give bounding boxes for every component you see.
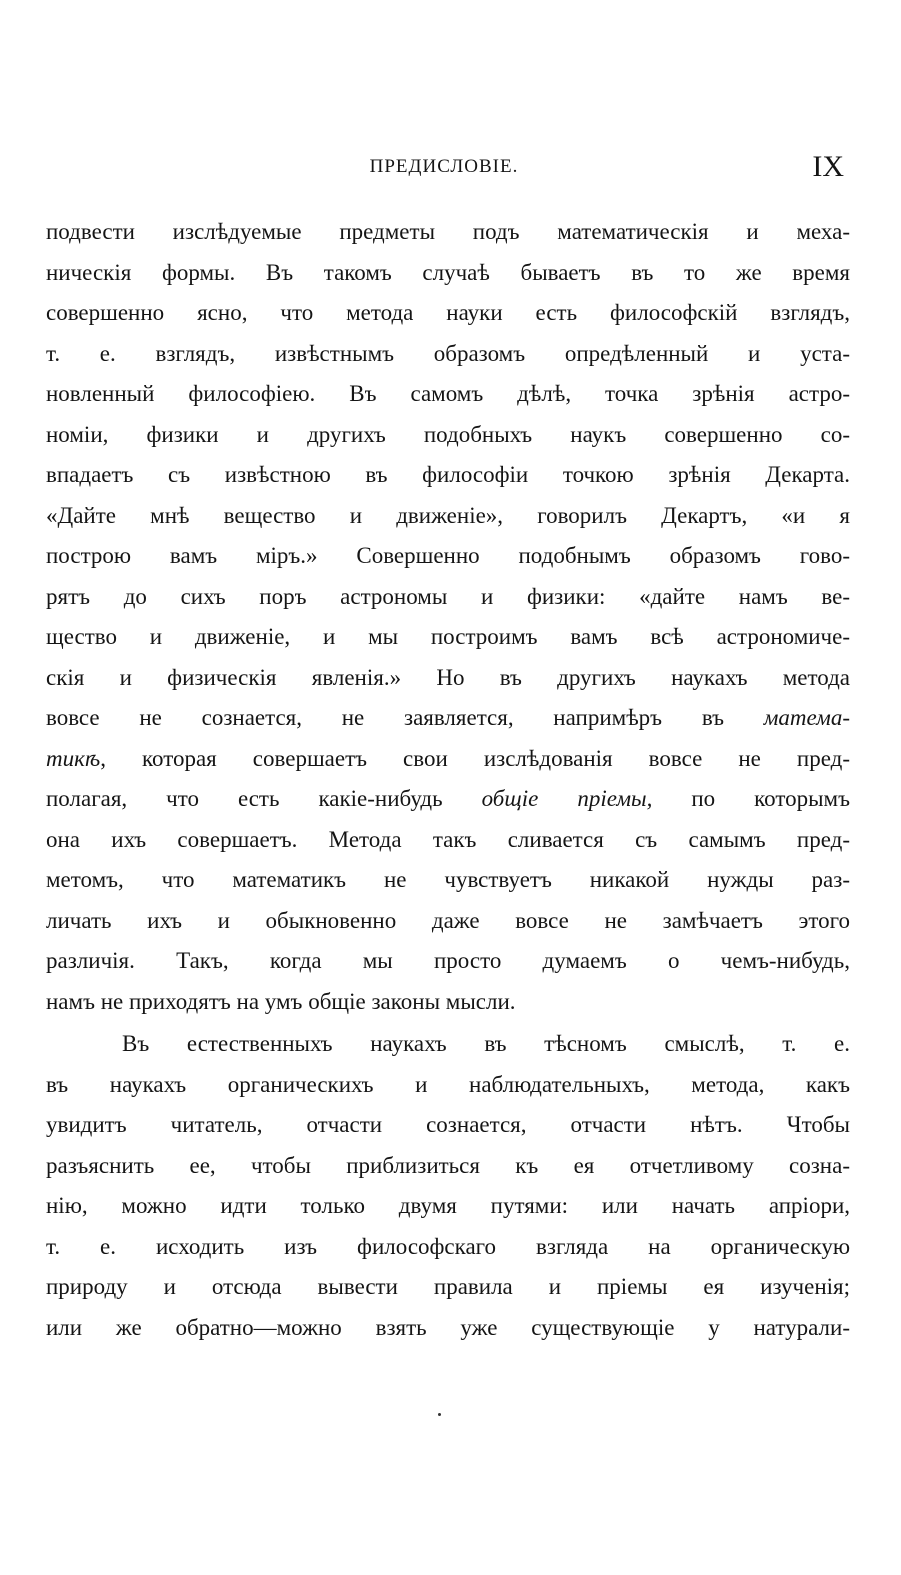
text-run: полагая, что есть какіе-нибудь [46,786,482,811]
italic-term: матема- [763,705,850,730]
paragraph-2 [46,1024,850,1348]
text-line: т. е. исходить изъ философскаго взгляда на органическую [46,1233,850,1259]
text-line: въ наукахъ органическихъ и наблюдательныхъ, метода, какъ [46,1071,850,1097]
text-run: по которымъ [652,786,850,811]
text-line: увидитъ читатель, отчасти сознается, отчасти нѣтъ. Чтобы [46,1112,850,1137]
text-line: ническія формы. Въ такомъ случаѣ бываетъ въ то же время [46,259,850,285]
text-line: номіи, физики и другихъ подобныхъ наукъ совершенно со- [46,421,850,447]
text-line: личать ихъ и обыкновенно даже вовсе не замѣчаетъ этого [46,907,850,933]
text-line: щество и движеніе, и мы построимъ вамъ всѣ астрономиче- [46,624,850,649]
text-line: разъяснить ее, чтобы приблизиться къ ея отчетливому созна- [46,1152,850,1178]
text-line: Въ естественныхъ наукахъ въ тѣсномъ смыслѣ, т. е. [122,1031,850,1056]
italic-term: тикѣ [46,745,101,771]
text-line [46,698,850,739]
text-line: т. е. взглядъ, извѣстнымъ образомъ опредѣленный и уста- [46,340,850,366]
text-line: намъ не приходятъ на умъ общіе законы мысли. [46,988,516,1014]
text-line: скія и физическія явленія.» Но въ другихъ наукахъ метода [46,664,850,690]
text-line: впадаетъ съ извѣстною въ философіи точкою зрѣнія Декарта. [46,462,850,487]
text-line: совершенно ясно, что метода науки есть философскій взглядъ, [46,300,850,325]
paragraph-1 [46,212,850,1022]
ink-speck [438,1413,441,1416]
italic-term: общіе пріемы, [481,786,653,811]
text-line: различія. Такъ, когда мы просто думаемъ о чемъ-нибудь, [46,948,850,973]
text-line: нію, можно идти только двумя путями: или начать апріори, [46,1193,850,1218]
body-text [46,212,850,1348]
text-line: подвести изслѣдуемые предметы подъ математическія и меха- [46,219,850,244]
text-line: или же обратно—можно взять уже существующіе у натурали- [46,1314,850,1340]
text-run: , которая совершаетъ свои изслѣдованія вовсе не пред- [100,745,850,771]
page-number: IX [812,150,844,183]
text-line: рятъ до сихъ поръ астрономы и физики: «дайте намъ ве- [46,583,850,609]
text-line: новленный философіею. Въ самомъ дѣлѣ, точка зрѣнія астро- [46,381,850,406]
text-run: вовсе не сознается, не заявляется, напримѣръ въ [46,705,764,730]
running-title: ПРЕДИСЛОВІЕ. [369,156,519,177]
running-head [44,150,844,190]
text-line [46,779,850,820]
text-line [46,739,850,780]
text-line: она ихъ совершаетъ. Метода такъ сливается съ самымъ пред- [46,826,850,852]
text-line: природу и отсюда вывести правила и пріемы ея изученія; [46,1274,850,1299]
text-line: «Дайте мнѣ вещество и движеніе», говорилъ Декартъ, «и я [46,502,850,528]
text-line: метомъ, что математикъ не чувствуетъ никакой нужды раз- [46,867,850,892]
text-line: построю вамъ міръ.» Совершенно подобнымъ образомъ гово- [46,543,850,568]
